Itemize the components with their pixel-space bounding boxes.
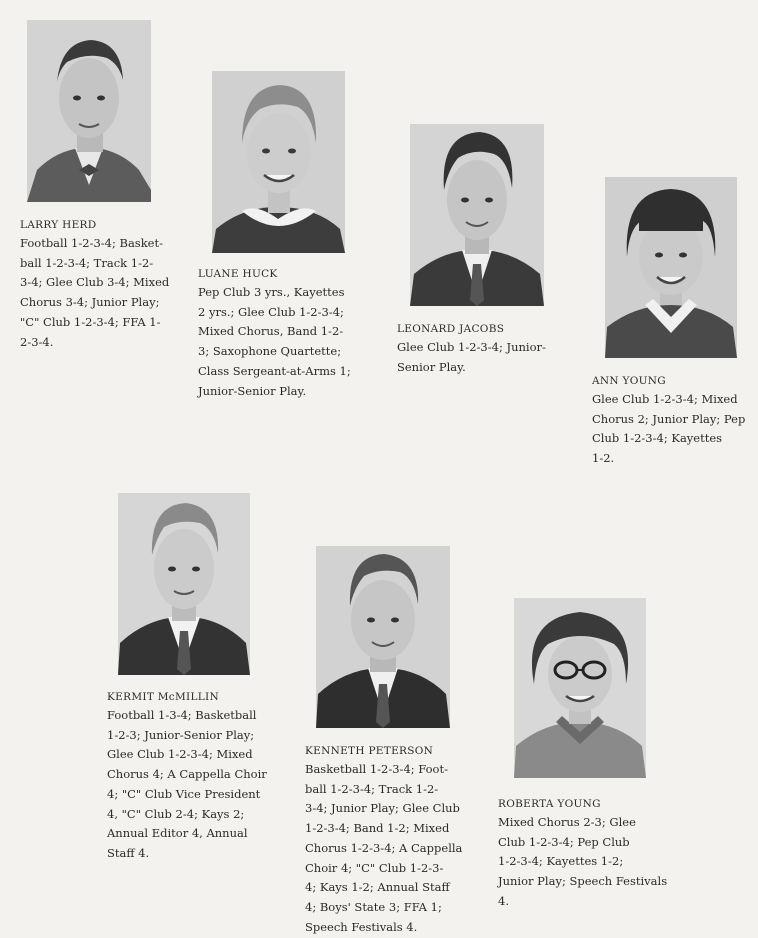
activity-line: ball 1-2-3-4; Track 1-2- — [20, 255, 154, 270]
activity-line: Junior-Senior Play. — [198, 383, 307, 398]
student-name: LARRY HERD — [20, 219, 97, 231]
student-name: ROBERTA YOUNG — [498, 798, 601, 810]
student-name: LEONARD JACOBS — [397, 323, 505, 335]
activity-line: Club 1-2-3-4; Kayettes — [592, 431, 723, 446]
student-entry-leonard-jacobs — [397, 320, 546, 377]
activity-line: Glee Club 1-2-3-4; Mixed — [592, 392, 738, 406]
portrait-photo-luane-huck — [212, 71, 345, 253]
activity-line: 3; Saxophone Quartette; — [198, 344, 342, 359]
activity-line: Mixed Chorus, Band 1-2- — [198, 324, 344, 339]
activity-line: Annual Editor 4, Annual — [107, 826, 248, 841]
student-entry-kermit-mcmillin — [107, 688, 267, 864]
activity-line: Junior Play; Speech Festivals — [498, 874, 668, 889]
activity-line: "C" Club 1-2-3-4; FFA 1- — [20, 314, 161, 329]
portrait-photo-ann-young — [605, 177, 737, 358]
activity-line: Glee Club 1-2-3-4; Junior- — [397, 340, 546, 354]
student-entry-kenneth-peterson — [305, 742, 462, 937]
activity-line: 1-2. — [592, 451, 615, 466]
activity-line: ball 1-2-3-4; Track 1-2- — [305, 781, 439, 796]
activity-line: 4. — [498, 893, 509, 908]
student-name: LUANE HUCK — [198, 268, 278, 280]
activity-line: 1-2-3; Junior-Senior Play; — [107, 727, 255, 742]
activity-line: 4, "C" Club 2-4; Kays 2; — [107, 806, 245, 821]
activity-line: Senior Play. — [397, 359, 466, 374]
activity-line: Club 1-2-3-4; Pep Club — [498, 834, 630, 849]
activity-line: 2-3-4. — [20, 334, 54, 349]
activity-line: Chorus 4; A Cappella Choir — [107, 767, 267, 782]
activity-line: Football 1-2-3-4; Basket- — [20, 236, 163, 250]
activity-line: Chorus 2; Junior Play; Pep — [592, 411, 746, 426]
activity-line: 2 yrs.; Glee Club 1-2-3-4; — [198, 304, 344, 319]
student-entry-larry-herd — [20, 216, 169, 352]
activity-line: Staff 4. — [107, 845, 150, 860]
activity-line: Football 1-3-4; Basketball — [107, 708, 257, 722]
portrait-photo-leonard-jacobs — [410, 124, 544, 306]
portrait-photo-kermit-mcmillin — [118, 493, 250, 675]
portrait-photo-larry-herd — [27, 20, 151, 202]
student-name: KENNETH PETERSON — [305, 745, 434, 757]
activity-line: Basketball 1-2-3-4; Foot- — [305, 762, 448, 776]
activity-line: 4; Kays 1-2; Annual Staff — [305, 880, 450, 895]
activity-line: Glee Club 1-2-3-4; Mixed — [107, 747, 253, 762]
activity-line: Pep Club 3 yrs., Kayettes — [198, 285, 345, 299]
activity-line: Choir 4; "C" Club 1-2-3- — [305, 860, 444, 875]
student-entry-ann-young — [592, 372, 745, 469]
activity-line: 3-4; Glee Club 3-4; Mixed — [20, 275, 170, 290]
activity-line: Class Sergeant-at-Arms 1; — [198, 363, 351, 378]
student-entry-luane-huck — [198, 265, 351, 401]
student-name: ANN YOUNG — [592, 375, 666, 387]
activity-line: 4; "C" Club Vice President — [107, 786, 261, 801]
activity-line: 1-2-3-4; Kayettes 1-2; — [498, 854, 624, 869]
portrait-photo-roberta-young — [514, 598, 646, 778]
activity-line: Chorus 3-4; Junior Play; — [20, 295, 160, 310]
activity-line: Chorus 1-2-3-4; A Cappella — [305, 840, 463, 855]
activity-line: Speech Festivals 4. — [305, 919, 418, 934]
activity-line: 1-2-3-4; Band 1-2; Mixed — [305, 821, 450, 836]
activity-line: 3-4; Junior Play; Glee Club — [305, 801, 460, 816]
portrait-photo-kenneth-peterson — [316, 546, 450, 728]
student-name: KERMIT McMILLIN — [107, 691, 219, 703]
activity-line: 4; Boys' State 3; FFA 1; — [305, 899, 442, 914]
student-entry-roberta-young — [498, 795, 667, 912]
activity-line: Mixed Chorus 2-3; Glee — [498, 815, 636, 829]
